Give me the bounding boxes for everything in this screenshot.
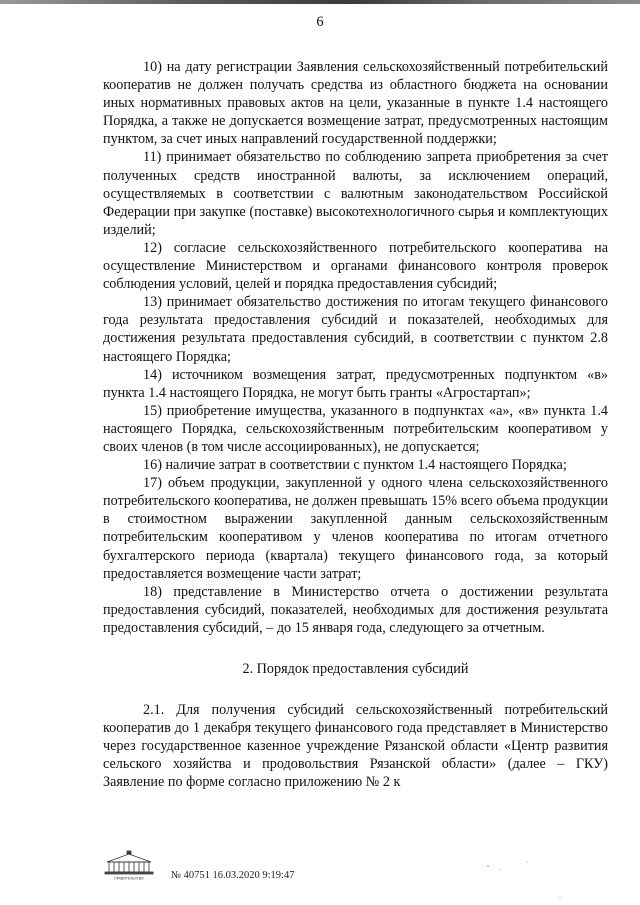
scan-edge bbox=[0, 0, 640, 4]
list-item-15: 15) приобретение имущества, указанного в подпунктах «а», «в» пункта 1.4 настоящего Порядка, сельскохозяйственным потребительским кооперативом у своих членов (в том числе ассоциированных), не допускается; bbox=[103, 402, 608, 455]
list-item-10: 10) на дату регистрации Заявления сельскохозяйственный потребительский кооператив не должен получать средства из областного бюджета на основании иных нормативных правовых актов на цели, указанные в пункте 1.4 настоящего Порядка, а также не допускается возмещение затрат, предусмотренных настоящим пунктом, за счет иных направлений государственной поддержки; bbox=[103, 59, 608, 148]
list-item-14: 14) источником возмещения затрат, предусмотренных подпунктом «в» пункта 1.4 настоящего Порядка, не могут быть гранты «Агростартап»; bbox=[103, 366, 608, 401]
section-paragraph: 2.1. Для получения субсидий сельскохозяйственный потребительский кооператив до 1 декабря текущего финансового года представляет в Министерство через государственное казенное учреждение Рязанской области «Центр развития сельского хозяйства и продовольствия Рязанской области» (далее – ГКУ) Заявление по форме согласно приложению № 2 к bbox=[103, 702, 608, 791]
list-item-12: 12) согласие сельскохозяйственного потребительского кооператива на осуществление Министерством и органами финансового контроля проверок соблюдения условий, целей и порядка предоставления субсидий; bbox=[103, 239, 608, 293]
list-item-17: 17) объем продукции, закупленной у одного члена сельскохозяйственного потребительского кооператива, не должен превышать 15% всего объема продукции в стоимостном выражении закупленной данным сельскохозяйственным потребительским кооперативом у членов кооператива по итогам отчетного бухгалтерского периода (квартала) текущего финансового года, за который предоставляется возмещение части затрат; bbox=[103, 475, 608, 582]
list-item-18: 18) представление в Министерство отчета о достижении результата предоставления субсидий, показателей, необходимых для достижения результата предоставления субсидий, – до 15 января года, следующего за отчетным. bbox=[103, 583, 608, 636]
section-heading: 2. Порядок предоставления субсидий bbox=[242, 661, 469, 677]
page-number: 6 bbox=[316, 14, 324, 30]
list-item-11: 11) принимает обязательство по соблюдению запрета приобретения за счет полученных средств иностранной валюты, за исключением операций, осуществляемых в соответствии с валютным законодательством Российской Федерации при закупке (поставке) высокотехнологичного сырья и комплектующих изделий; bbox=[103, 149, 608, 238]
document-body bbox=[103, 58, 608, 792]
svg-text:ПРАВИТЕЛЬСТВО: ПРАВИТЕЛЬСТВО bbox=[114, 876, 144, 880]
list-item-16: 16) наличие затрат в соответствии с пунктом 1.4 настоящего Порядка; bbox=[143, 457, 567, 474]
government-building-stamp bbox=[101, 850, 157, 880]
document-registration-id: № 40751 16.03.2020 9:19:47 bbox=[171, 870, 295, 881]
footer bbox=[101, 848, 461, 888]
list-item-13: 13) принимает обязательство достижения по итогам текущего финансового года результата предоставления субсидий и показателей, необходимых для достижения результата предоставления субсидий, в соответствии с пунктом 2.8 настоящего Порядка; bbox=[103, 294, 608, 365]
